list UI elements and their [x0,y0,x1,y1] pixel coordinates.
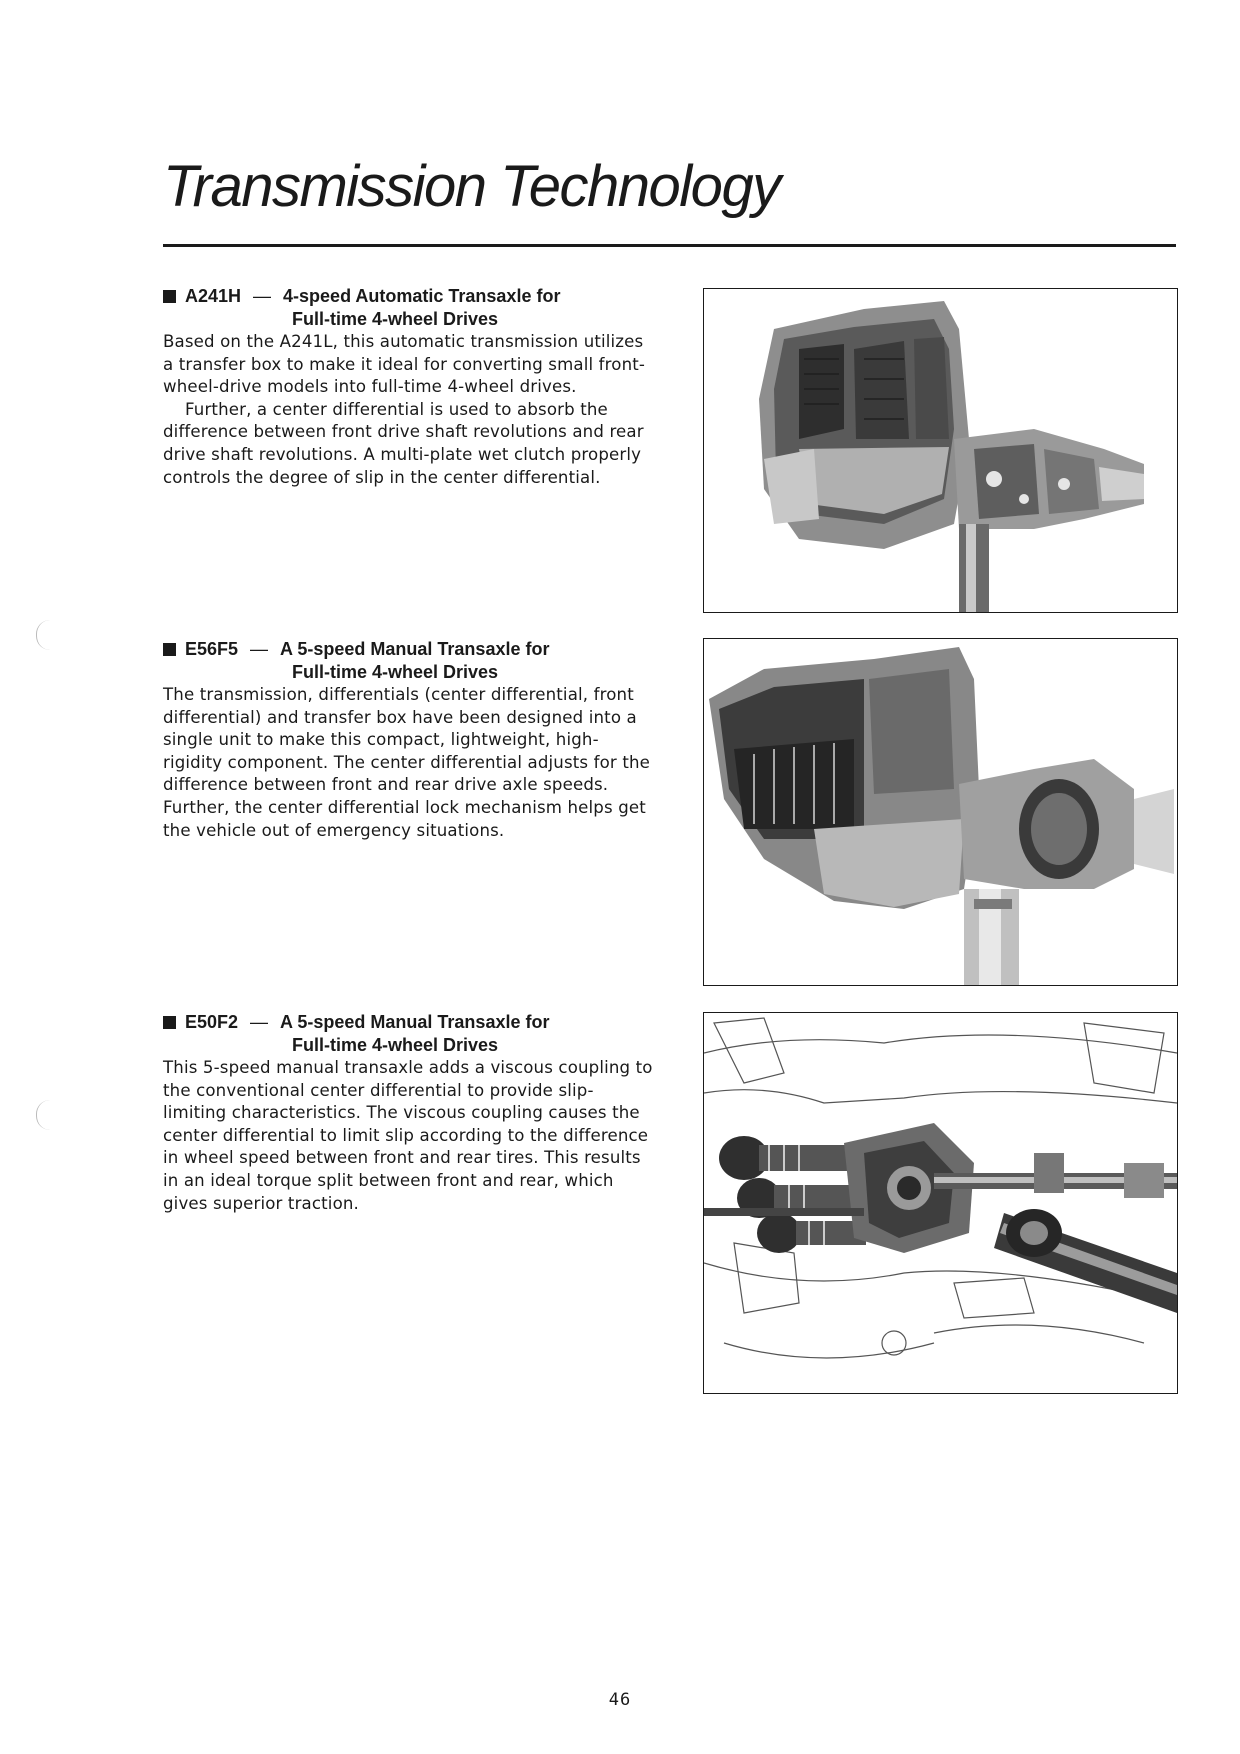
paragraph: The transmission, differentials (center differential, front differential) and transfer box have been designed into a single unit to make this compact, lightweight, high-rigidity component. The center differential adjusts for the difference between front and rear drive axle speeds. Further, the center differential lock mechanism helps get the vehicle out of emergency situations. [163,685,651,840]
margin-mark [36,620,51,650]
section-code: E50F2 [185,1012,239,1032]
heading-dash: — [250,639,269,659]
section-body [163,684,653,842]
section-code: E56F5 [185,639,239,659]
heading-line1: A 5-speed Manual Transaxle for [280,1012,550,1032]
heading-line1: A 5-speed Manual Transaxle for [280,639,550,659]
section-e50f2 [163,1011,653,1215]
section-heading [163,1011,653,1034]
heading-dash: — [250,1012,269,1032]
heading-line2: Full-time 4-wheel Drives [292,309,499,329]
heading-line2: Full-time 4-wheel Drives [292,1035,499,1055]
paragraph: Based on the A241L, this automatic transmission utilizes a transfer box to make it ideal for converting small front-wheel-drive models into full-time 4-wheel drives. [163,332,646,397]
e56f5-cutaway-photo [703,638,1178,986]
section-a241h [163,285,653,489]
title-rule [163,244,1176,247]
section-heading [163,638,653,661]
heading-dash: — [253,286,272,306]
heading-line1: 4-speed Automatic Transaxle for [283,286,561,306]
margin-mark [36,1100,51,1130]
section-e56f5 [163,638,653,842]
paragraph: Further, a center differential is used to absorb the difference between front drive shaft revolutions and rear drive shaft revolutions. A multi-plate wet clutch properly controls the degree of slip in the center differential. [163,399,644,487]
paragraph: This 5-speed manual transaxle adds a viscous coupling to the conventional center differential to provide slip-limiting characteristics. The viscous coupling causes the center differential to limit slip according to the difference in wheel speed between front and rear tires. This results in an ideal torque split between front and rear, which gives superior traction. [163,1058,653,1213]
square-bullet-icon [163,1016,176,1029]
heading-line2: Full-time 4-wheel Drives [292,662,499,682]
section-body [163,1057,653,1215]
section-heading [163,285,653,308]
square-bullet-icon [163,643,176,656]
page-title: Transmission Technology [163,154,780,219]
square-bullet-icon [163,290,176,303]
section-body [163,331,653,489]
section-code: A241H [185,286,242,306]
e50f2-drivetrain-illustration [703,1012,1178,1394]
page-number: 46 [608,1690,632,1710]
a241h-cutaway-photo [703,288,1178,613]
